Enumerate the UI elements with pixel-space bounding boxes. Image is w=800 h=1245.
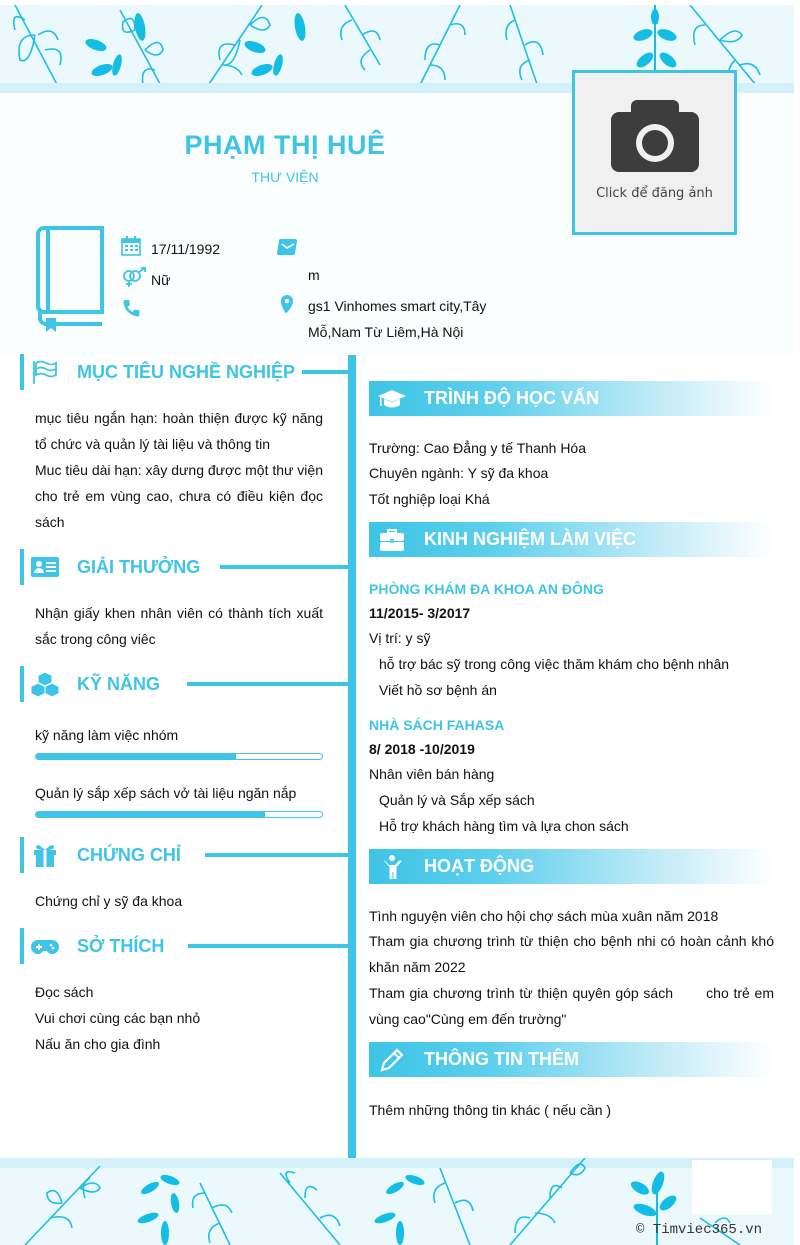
child-icon xyxy=(377,854,407,880)
section-line xyxy=(188,944,350,948)
gender-value[interactable]: Nữ xyxy=(151,272,171,288)
section-title[interactable]: THÔNG TIN THÊM xyxy=(424,1049,579,1069)
section-activities-header xyxy=(369,849,774,884)
section-line xyxy=(187,682,350,686)
footer-blank-patch xyxy=(692,1160,772,1214)
skill-progress-fill xyxy=(36,812,265,817)
section-awards-header xyxy=(20,549,350,585)
certificate-item[interactable]: Chứng chỉ y sỹ đa khoa xyxy=(35,893,183,909)
education-school[interactable]: Trường: Cao Đẳng y tế Thanh Hóa xyxy=(369,440,586,456)
upload-photo-caption: Click để đăng ảnh xyxy=(596,186,713,201)
cubes-icon xyxy=(31,671,59,697)
job-role[interactable]: Vị trí: y sỹ xyxy=(369,630,431,646)
section-title[interactable]: KINH NGHIỆM LÀM VIỆC xyxy=(424,529,637,549)
candidate-name[interactable]: PHẠM THỊ HUÊ xyxy=(184,130,386,160)
pencil-icon xyxy=(377,1047,407,1073)
section-accent-bar xyxy=(20,837,24,873)
gamepad-icon xyxy=(31,933,59,959)
section-title[interactable]: TRÌNH ĐỘ HỌC VẤN xyxy=(424,388,599,408)
section-accent-bar xyxy=(20,549,24,585)
job-duty[interactable]: Hỗ trợ khách hàng tìm và lựa chon sách xyxy=(379,818,629,834)
section-title[interactable]: KỸ NĂNG xyxy=(77,674,161,694)
job-duty[interactable]: hỗ trợ bác sỹ trong công việc thăm khám cho bệnh nhân xyxy=(379,656,730,672)
skill-progress-bar[interactable] xyxy=(35,811,323,818)
id-card-icon xyxy=(31,554,59,580)
section-title[interactable]: CHỨNG CHỈ xyxy=(77,845,181,865)
flag-icon xyxy=(31,359,59,385)
birthday-value[interactable]: 17/11/1992 xyxy=(151,241,221,257)
objective-long-term[interactable]: Muc tiêu dài hạn: xây dưng được một thư viện cho trẻ em vùng cao, chưa có điều kiện đọc sách xyxy=(35,462,323,530)
upload-photo-button[interactable] xyxy=(572,70,737,235)
graduation-cap-icon xyxy=(377,386,407,412)
section-accent-bar xyxy=(20,666,24,702)
skill-progress-fill xyxy=(36,754,236,759)
education-grade[interactable]: Tốt nghiệp loại Khá xyxy=(369,491,490,507)
copyright-text: © Timviec365.vn xyxy=(636,1222,763,1238)
activity-item[interactable]: Tham gia chương trình từ thiện cho bệnh nhi có hoàn cảnh khó khăn năm 2022 xyxy=(369,933,774,975)
cv-header xyxy=(0,93,794,355)
job-period[interactable]: 8/ 2018 -10/2019 xyxy=(369,741,475,757)
gender-icon xyxy=(121,267,147,287)
skill-name[interactable]: kỹ năng làm việc nhóm xyxy=(35,727,179,743)
job-role[interactable]: Nhân viên bán hàng xyxy=(369,766,495,782)
additional-info-text[interactable]: Thêm những thông tin khác ( nếu cần ) xyxy=(369,1102,612,1118)
section-line xyxy=(205,853,350,857)
section-title[interactable]: SỞ THÍCH xyxy=(77,936,165,956)
objective-short-term[interactable]: mục tiêu ngắn hạn: hoàn thiện được kỹ năng tổ chức và quản lý tài liệu và thông tin xyxy=(35,410,323,452)
briefcase-icon xyxy=(377,527,407,553)
email-icon xyxy=(277,237,297,257)
book-icon xyxy=(36,226,104,332)
section-certificates-header xyxy=(20,837,350,873)
job-duty[interactable]: Viết hồ sơ bệnh án xyxy=(379,682,497,698)
section-experience-header xyxy=(369,522,774,557)
camera-icon xyxy=(607,96,703,176)
phone-icon xyxy=(121,298,141,318)
awards-text[interactable]: Nhận giấy khen nhân viên có thành tích xuất sắc trong công viêc xyxy=(35,605,323,647)
gift-icon xyxy=(31,842,59,868)
section-line xyxy=(302,370,350,374)
education-major[interactable]: Chuyên ngành: Y sỹ đa khoa xyxy=(369,465,549,481)
hobby-item[interactable]: Nấu ăn cho gia đình xyxy=(35,1036,161,1052)
section-accent-bar xyxy=(20,354,24,390)
calendar-icon xyxy=(121,236,141,256)
job-company[interactable]: NHÀ SÁCH FAHASA xyxy=(369,717,505,733)
candidate-position[interactable]: THƯ VIỆN xyxy=(251,169,319,185)
job-company[interactable]: PHÒNG KHÁM ĐA KHOA AN ĐÔNG xyxy=(369,581,604,597)
activity-item[interactable]: Tham gia chương trình từ thiện quyên góp sách cho trẻ em vùng cao"Cùng em đến trường" xyxy=(369,985,778,1027)
job-period[interactable]: 11/2015- 3/2017 xyxy=(369,605,471,621)
section-line xyxy=(220,565,350,569)
location-pin-icon xyxy=(277,294,297,314)
address-line-1[interactable]: gs1 Vinhomes smart city,Tây xyxy=(308,298,487,314)
skill-name[interactable]: Quản lý sắp xếp sách vở tài liệu ngăn nắp xyxy=(35,785,297,801)
address-line-2[interactable]: Mỗ,Nam Từ Liêm,Hà Nội xyxy=(308,324,464,340)
section-accent-bar xyxy=(20,928,24,964)
section-title[interactable]: MỤC TIÊU NGHỀ NGHIỆP xyxy=(77,362,296,382)
hobby-item[interactable]: Vui chơi cùng các bạn nhỏ xyxy=(35,1010,201,1026)
section-title[interactable]: HOẠT ĐỘNG xyxy=(424,856,534,876)
column-divider xyxy=(348,355,356,1158)
skill-progress-bar[interactable] xyxy=(35,753,323,760)
activity-item[interactable]: Tình nguyện viên cho hội chợ sách mùa xuân năm 2018 xyxy=(369,908,719,924)
section-objective-header xyxy=(20,354,350,390)
email-value[interactable]: m xyxy=(308,267,320,283)
hobby-item[interactable]: Đọc sách xyxy=(35,984,94,1000)
section-title[interactable]: GIẢI THƯỞNG xyxy=(77,557,201,577)
job-duty[interactable]: Quản lý và Sắp xếp sách xyxy=(379,792,535,808)
section-hobbies-header xyxy=(20,928,350,964)
section-education-header xyxy=(369,381,774,416)
section-skills-header xyxy=(20,666,350,702)
section-additional-header xyxy=(369,1042,774,1077)
